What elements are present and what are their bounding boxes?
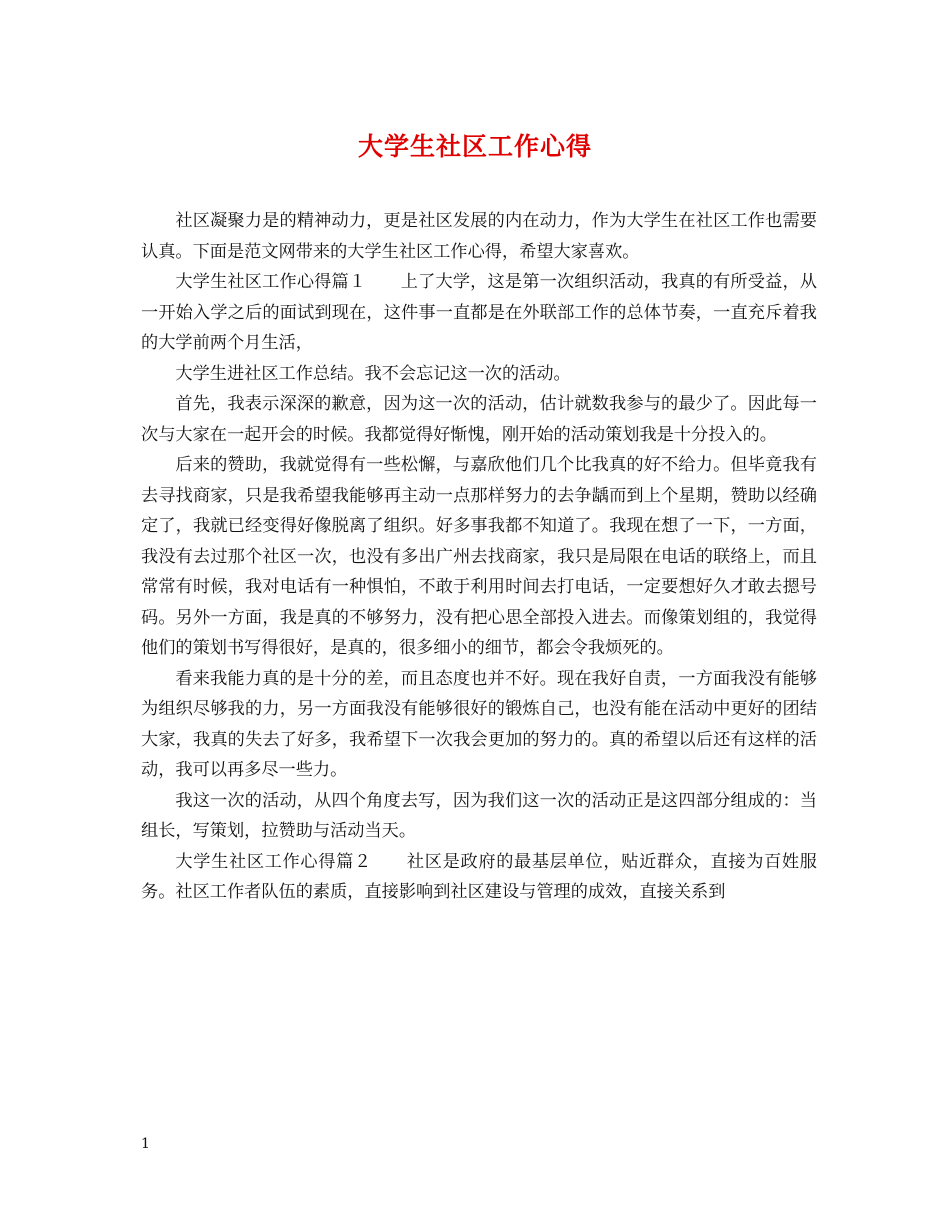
paragraph-section-1	[141, 267, 817, 359]
section-heading-1: 大学生社区工作心得篇１	[175, 272, 367, 292]
paragraph-sponsorship: 后来的赞助，我就觉得有一些松懈，与嘉欣他们几个比我真的好不给力。但毕竟我有去寻找商家，只是我希望我能够再主动一点那样努力的去争龋而到上个星期，赞助以经确定了，我就已经变得好像脱离了组织。好多事我都不知道了。我现在想了一下，一方面，我没有去过那个社区一次，也没有多出广州去找商家，我只是局限在电话的联络上，而且常常有时候，我对电话有一种惧怕，不敢于利用时间去打电话，一定要想好久才敢去摁号码。另外一方面，我是真的不够努力，没有把心思全部投入进去。而像策划组的，我觉得他们的策划书写得很好，是真的，很多细小的细节，都会令我烦死的。	[141, 455, 817, 658]
page-number: 1	[141, 1136, 150, 1152]
document-body	[141, 206, 817, 908]
paragraph-four-aspects: 我这一次的活动，从四个角度去写，因为我们这一次的活动正是这四部分组成的：当组长，写策划，拉赞助与活动当天。	[141, 790, 817, 841]
paragraph-summary-note: 大学生进社区工作总结。我不会忘记这一次的活动。	[175, 363, 571, 384]
paragraph-reflection: 看来我能力真的是十分的差，而且态度也并不好。现在我好自责，一方面我没有能够为组织尽够我的力，另一方面我没有能够很好的锻炼自己，也没有能在活动中更好的团结大家，我真的失去了好多，我希望下一次我会更加的努力的。真的希望以后还有这样的活动，我可以再多尽一些力。	[141, 668, 817, 780]
paragraph-section-2	[141, 847, 817, 908]
section-1-text: 上了大学，这是第一次组织活动，我真的有所受益，从一开始入学之后的面试到现在，这件事一直都是在外联部工作的总体节奏，一直充斥着我的大学前两个月生活，	[141, 272, 817, 353]
section-2-text: 社区是政府的最基层单位，贴近群众，直接为百姓服务。社区工作者队伍的素质，直接影响到社区建设与管理的成效，直接关系到	[141, 851, 817, 902]
paragraph-intro: 社区凝聚力是的精神动力，更是社区发展的内在动力，作为大学生在社区工作也需要认真。下面是范文网带来的大学生社区工作心得，希望大家喜欢。	[141, 211, 817, 262]
paragraph-apology: 首先，我表示深深的歉意，因为这一次的活动，估计就数我参与的最少了。因此每一次与大家在一起开会的时候。我都觉得好惭愧，刚开始的活动策划我是十分投入的。	[141, 394, 817, 445]
section-heading-2: 大学生社区工作心得篇２	[175, 851, 372, 872]
document-title: 大学生社区工作心得	[357, 132, 592, 161]
